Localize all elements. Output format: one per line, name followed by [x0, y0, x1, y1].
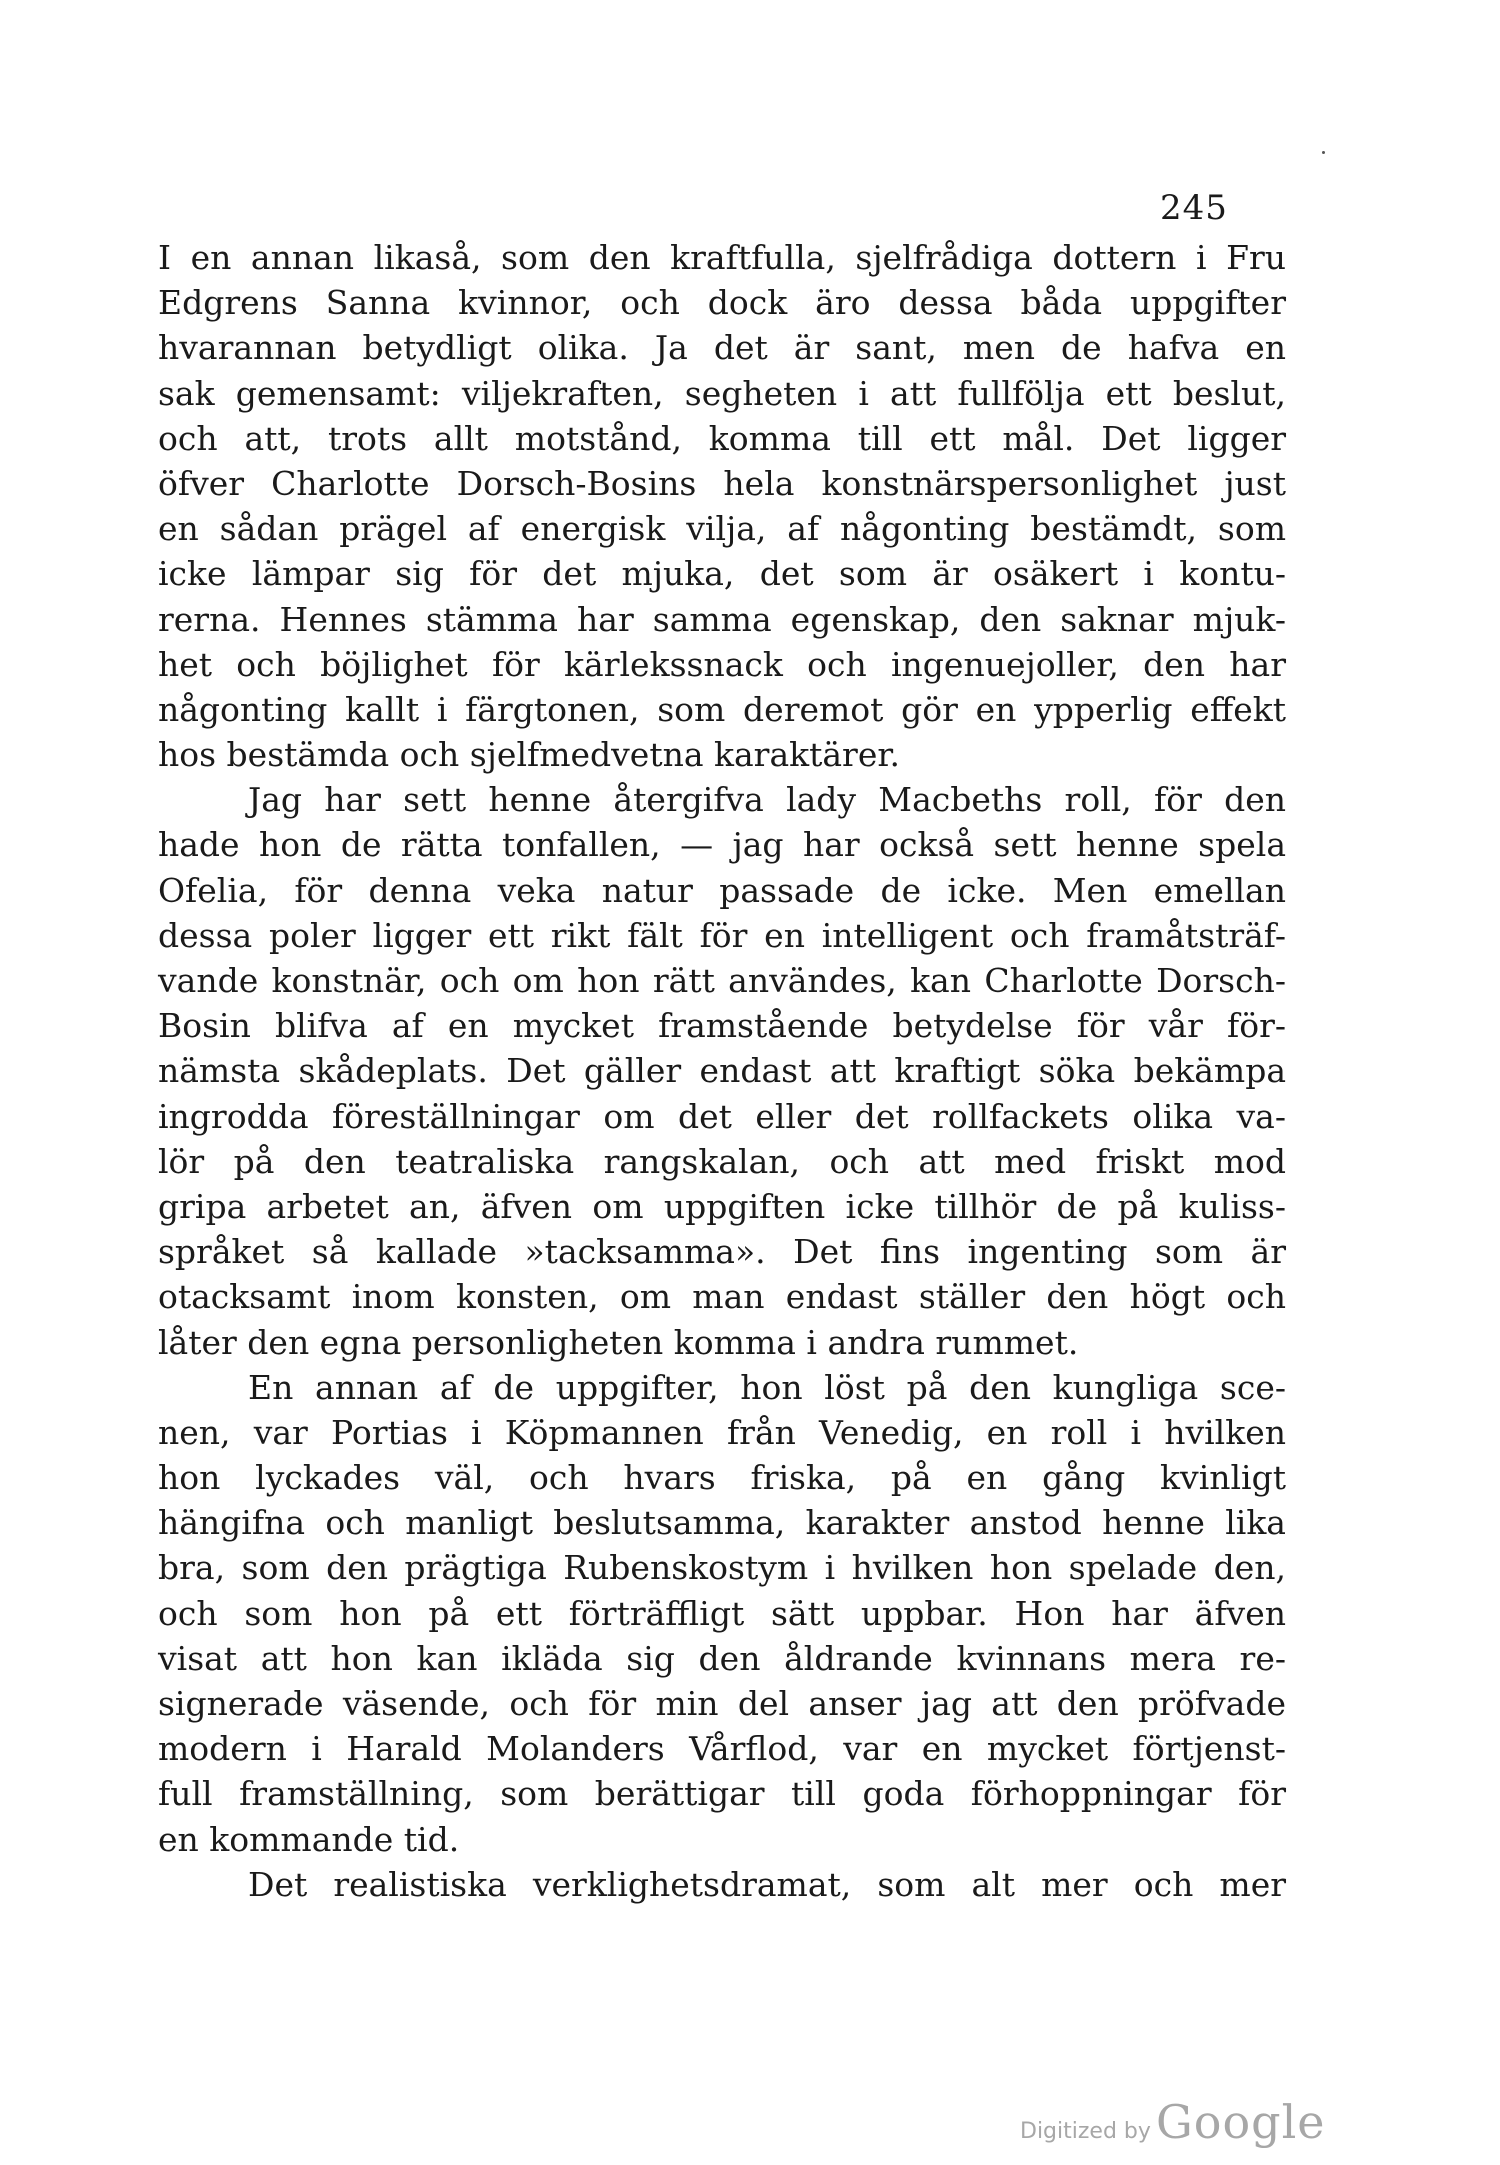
text-line: Bosin blifva af en mycket framstående betydelse för vår för-	[158, 1006, 1286, 1046]
text-line: Det realistiska verklighetsdramat, som alt mer och mer	[248, 1864, 1286, 1904]
text-line: lör på den teatraliska rangskalan, och att med friskt mod	[158, 1141, 1286, 1181]
text-line: ingrodda föreställningar om det eller det rollfackets olika va-	[158, 1096, 1286, 1136]
text-line: hade hon de rätta tonfallen, — jag har också sett henne spela	[158, 825, 1286, 865]
text-line: bra, som den prägtiga Rubenskostym i hvilken hon spelade den,	[158, 1548, 1286, 1588]
text-line: Ofelia, för denna veka natur passade de icke. Men emellan	[158, 870, 1286, 910]
digitized-by-google-watermark	[1020, 2095, 1350, 2155]
text-line: hos bestämda och sjelfmedvetna karaktärer.	[158, 735, 901, 775]
text-line: Jag har sett henne återgifva lady Macbeths roll, för den	[248, 780, 1286, 820]
text-line: visat att hon kan ikläda sig den åldrande kvinnans mera re-	[158, 1638, 1286, 1678]
text-line: vande konstnär, och om hon rätt användes, kan Charlotte Dorsch-	[158, 961, 1286, 1000]
text-line: otacksamt inom konsten, om man endast ställer den högt och	[158, 1277, 1286, 1317]
page-number: 245	[1160, 188, 1228, 228]
text-line: någonting kallt i färgtonen, som deremot gör en ypperlig effekt	[158, 689, 1286, 729]
text-line: låter den egna personligheten komma i andra rummet.	[158, 1322, 1079, 1362]
watermark-brand: Google	[1156, 2095, 1326, 2149]
text-line: hon lyckades väl, och hvars friska, på en gång kvinligt	[158, 1458, 1286, 1498]
text-line: rerna. Hennes stämma har samma egenskap, den saknar mjuk-	[158, 599, 1286, 639]
text-line: I en annan likaså, som den kraftfulla, sjelfrådiga dottern i Fru	[158, 238, 1286, 277]
print-speck	[1322, 151, 1325, 154]
text-line: icke lämpar sig för det mjuka, det som är osäkert i kontu-	[158, 554, 1286, 594]
text-line: gripa arbetet an, äfven om uppgiften icke tillhör de på kuliss-	[158, 1186, 1286, 1226]
text-line: sak gemensamt: viljekraften, segheten i att fullfölja ett beslut,	[158, 373, 1286, 413]
text-line: dessa poler ligger ett rikt fält för en intelligent och framåtsträf-	[158, 915, 1286, 955]
text-line: och att, trots allt motstånd, komma till ett mål. Det ligger	[158, 418, 1286, 458]
text-line: nen, var Portias i Köpmannen från Venedig, en roll i hvilken	[158, 1412, 1286, 1452]
watermark-prefix: Digitized by	[1020, 2119, 1151, 2144]
text-line: öfver Charlotte Dorsch-Bosins hela konstnärspersonlighet just	[158, 463, 1286, 503]
text-line: nämsta skådeplats. Det gäller endast att kraftigt söka bekämpa	[158, 1051, 1286, 1091]
text-line: het och böjlighet för kärlekssnack och ingenuejoller, den har	[158, 644, 1286, 684]
text-line: full framställning, som berättigar till goda förhoppningar för	[158, 1774, 1286, 1814]
text-line: språket så kallade »tacksamma». Det fins ingenting som är	[158, 1232, 1286, 1272]
body-text	[158, 235, 1286, 1907]
text-line: en sådan prägel af energisk vilja, af någonting bestämdt, som	[158, 509, 1286, 549]
text-line: modern i Harald Molanders Vårflod, var en mycket förtjenst-	[158, 1729, 1286, 1769]
text-line: Edgrens Sanna kvinnor, och dock äro dessa båda uppgifter	[158, 283, 1286, 323]
text-line: hängifna och manligt beslutsamma, karakter anstod henne lika	[158, 1503, 1286, 1543]
text-line: signerade väsende, och för min del anser jag att den pröfvade	[158, 1684, 1286, 1723]
text-line: en kommande tid.	[158, 1819, 460, 1859]
text-line: och som hon på ett förträffligt sätt uppbar. Hon har äfven	[158, 1593, 1286, 1633]
text-line: hvarannan betydligt olika. Ja det är sant, men de hafva en	[158, 328, 1286, 368]
text-line: En annan af de uppgifter, hon löst på den kungliga sce-	[248, 1367, 1286, 1407]
